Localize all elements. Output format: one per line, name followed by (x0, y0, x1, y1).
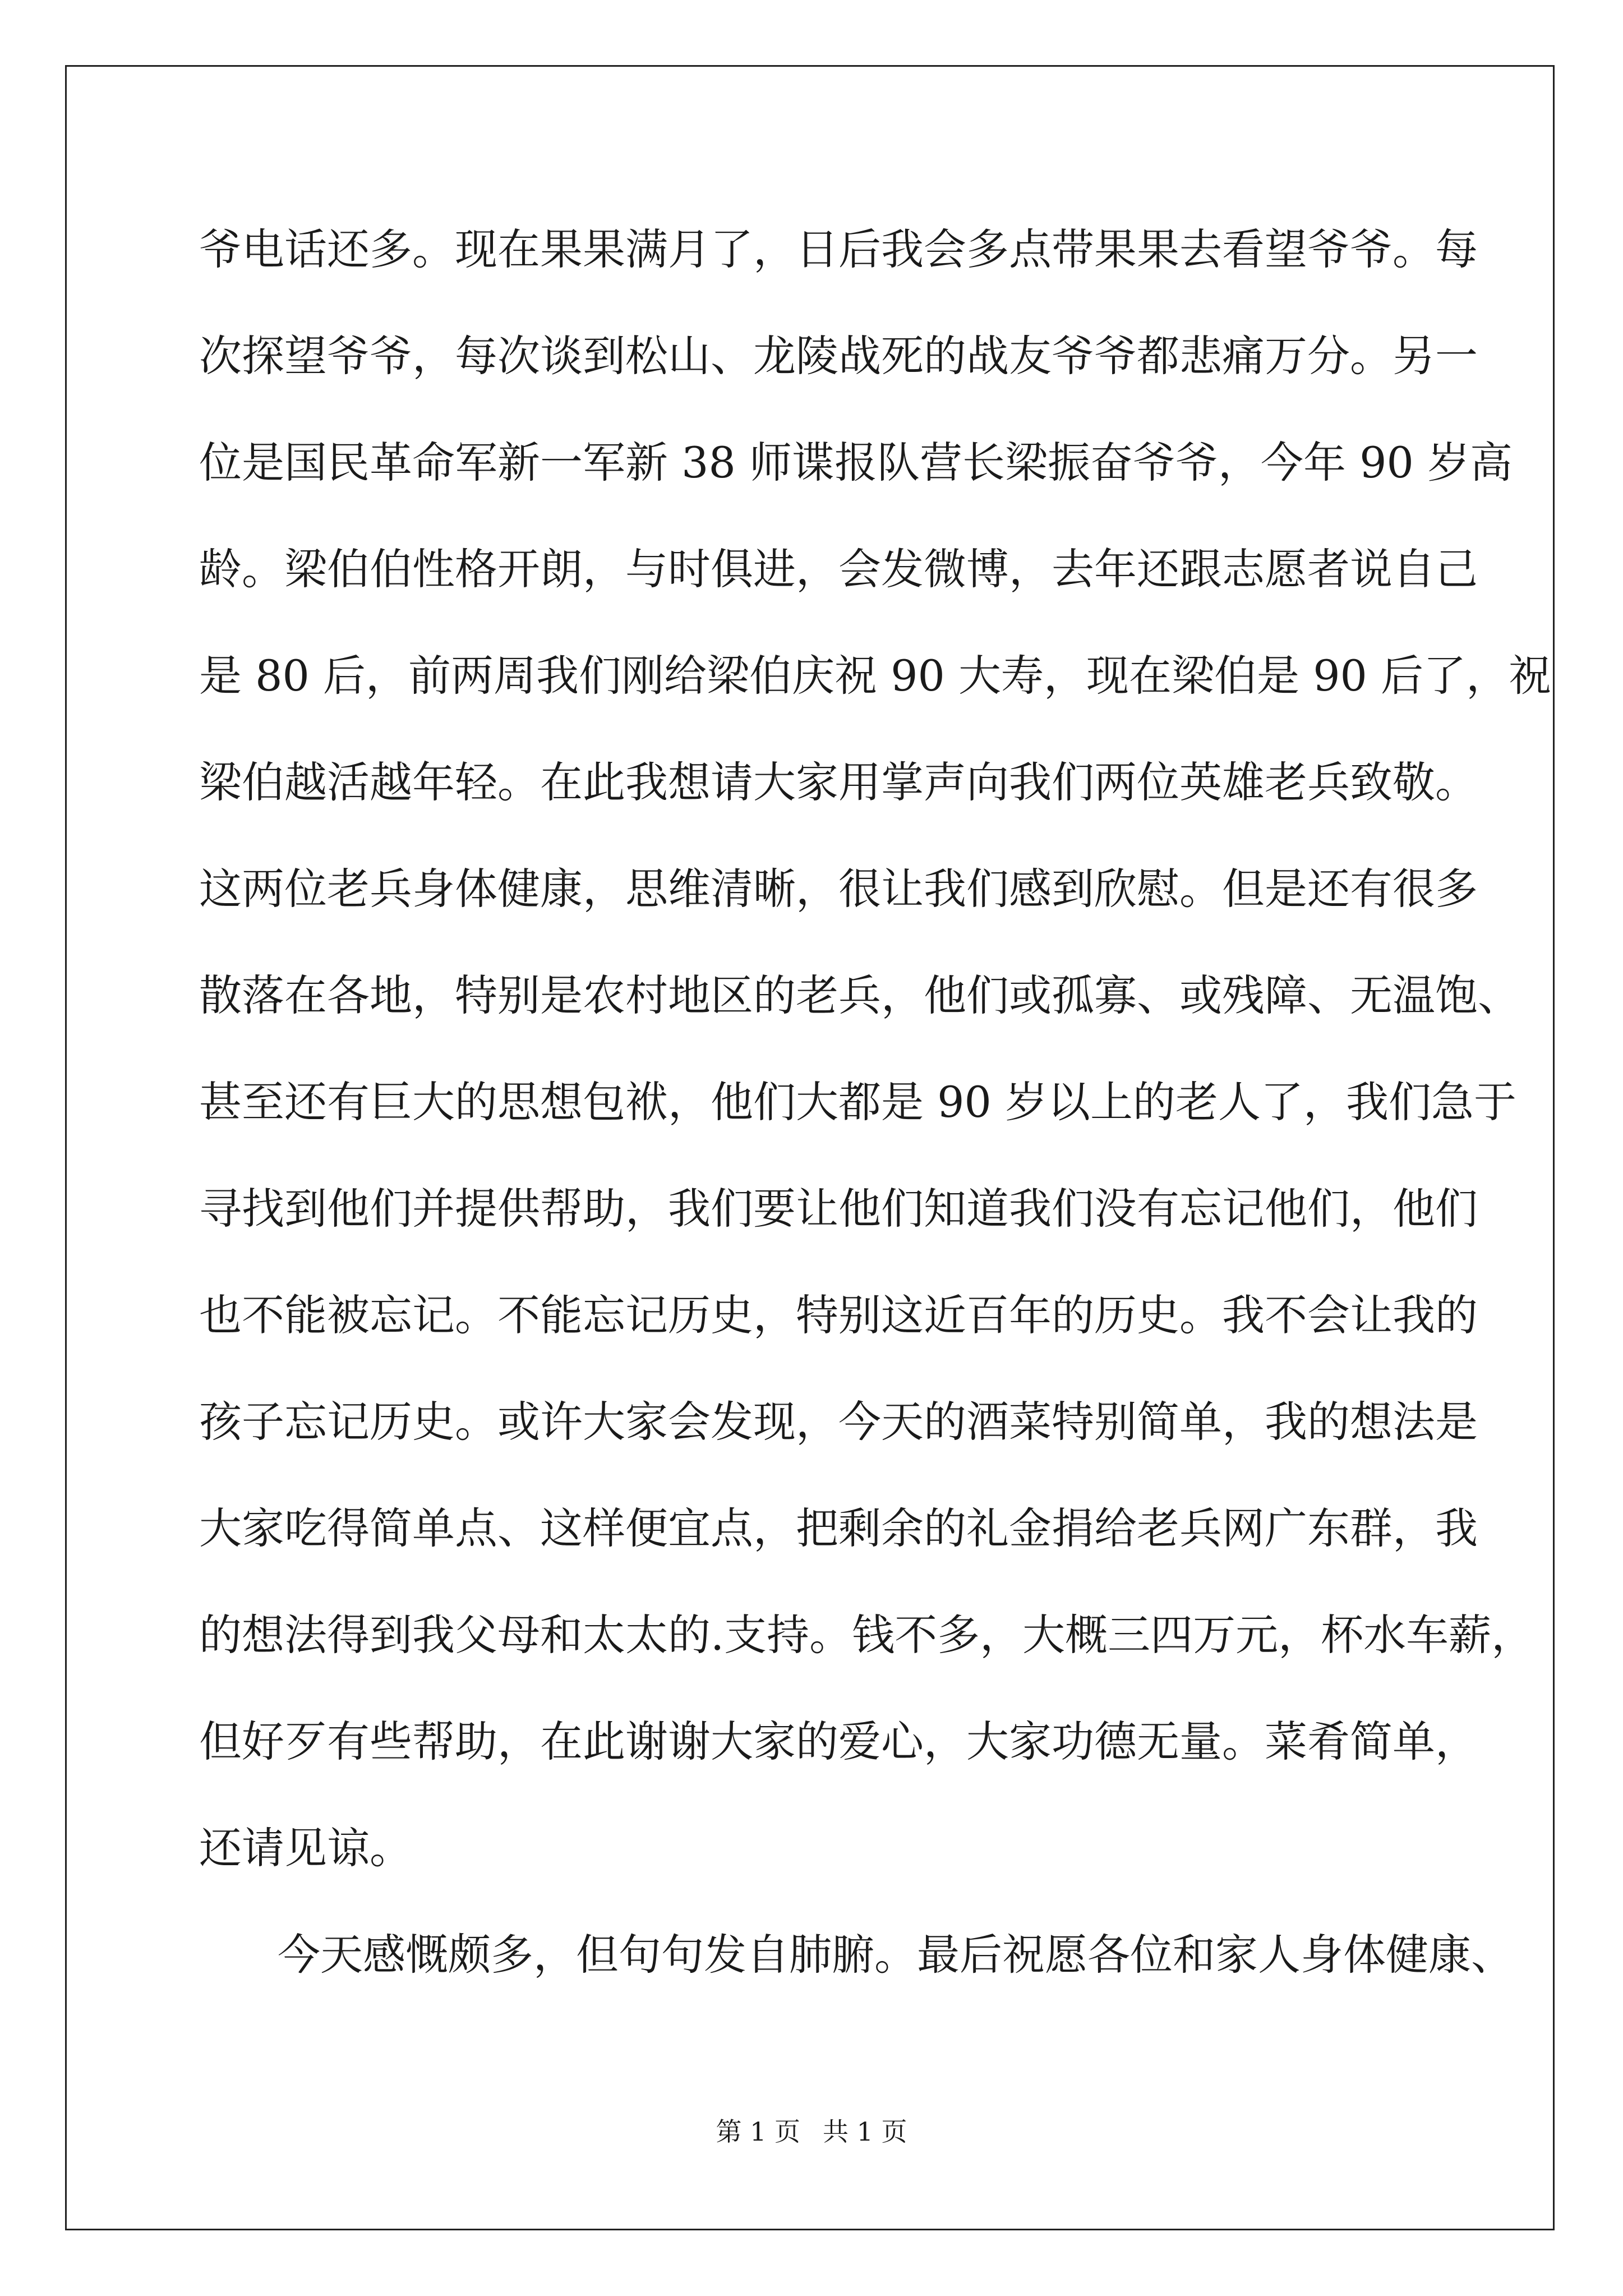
text-line-10: 寻找到他们并提供帮助，我们要让他们知道我们没有忘记他们，他们 (199, 1184, 1478, 1234)
page-footer (0, 2115, 1623, 2148)
page-frame (65, 65, 1555, 2230)
text-line-12: 孩子忘记历史。或许大家会发现，今天的酒菜特别简单，我的想法是 (199, 1397, 1478, 1447)
text-line-15: 但好歹有些帮助，在此谢谢大家的爱心，大家功德无量。菜肴简单， (199, 1717, 1478, 1766)
text-line-17: 今天感慨颇多，但句句发自肺腑。最后祝愿各位和家人身体健康、 (278, 1930, 1514, 1980)
text-line-16: 还请见谅。 (199, 1823, 412, 1873)
text-line-7: 这两位老兵身体健康，思维清晰，很让我们感到欣慰。但是还有很多 (199, 864, 1478, 914)
page-total: 共 1 页 (823, 2116, 907, 2147)
text-line-6: 梁伯越活越年轻。在此我想请大家用掌声向我们两位英雄老兵致敬。 (199, 757, 1478, 807)
text-line-1: 爷电话还多。现在果果满月了，日后我会多点带果果去看望爷爷。每 (199, 224, 1478, 274)
page-number: 第 1 页 (716, 2116, 800, 2147)
text-line-11: 也不能被忘记。不能忘记历史，特别这近百年的历史。我不会让我的 (199, 1290, 1478, 1340)
text-line-8: 散落在各地，特别是农村地区的老兵，他们或孤寡、或残障、无温饱、 (199, 970, 1520, 1020)
text-line-14: 的想法得到我父母和太太的.支持。钱不多，大概三四万元，杯水车薪， (199, 1610, 1534, 1660)
text-line-2: 次探望爷爷，每次谈到松山、龙陵战死的战友爷爷都悲痛万分。另一 (199, 331, 1478, 381)
text-line-3: 位是国民革命军新一军新 38 师谍报队营长梁振奋爷爷，今年 90 岁高 (199, 438, 1513, 487)
text-line-9: 甚至还有巨大的思想包袱，他们大都是 90 岁以上的老人了，我们急于 (199, 1077, 1517, 1127)
text-line-5: 是 80 后，前两周我们刚给梁伯庆祝 90 大寿，现在梁伯是 90 后了，祝 (199, 651, 1552, 701)
text-line-4: 龄。梁伯伯性格开朗，与时俱进，会发微博，去年还跟志愿者说自己 (199, 544, 1478, 594)
text-line-13: 大家吃得简单点、这样便宜点，把剩余的礼金捐给老兵网广东群，我 (199, 1503, 1478, 1553)
